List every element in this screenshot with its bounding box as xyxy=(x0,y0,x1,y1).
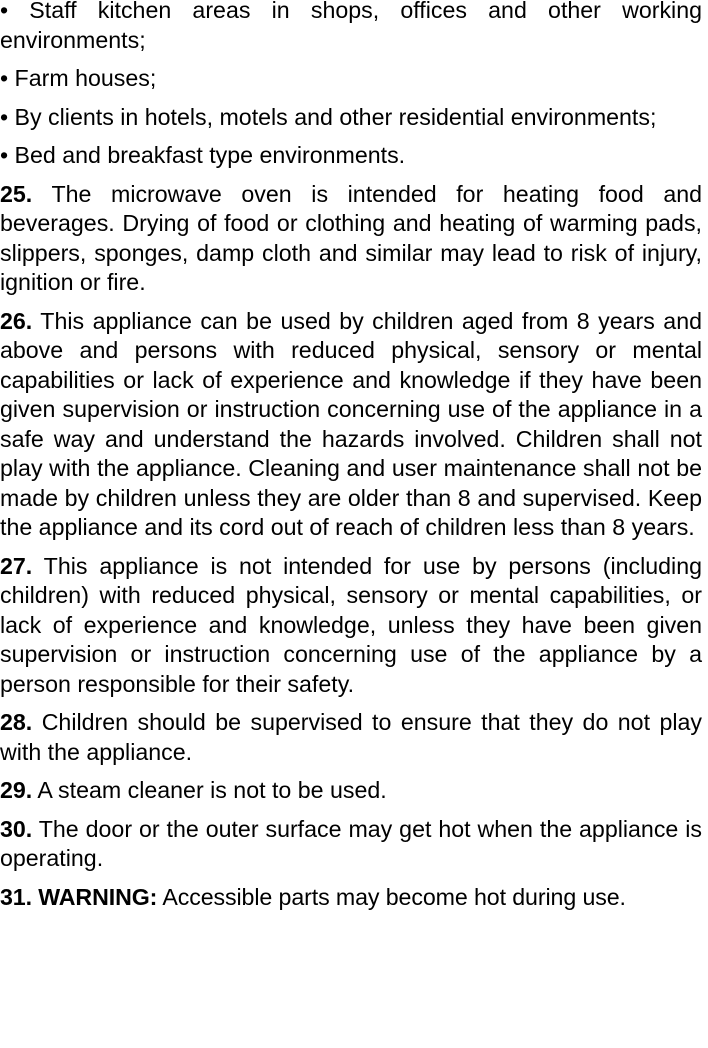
item-30 xyxy=(0,815,702,874)
bullet-hotels-motels: • By clients in hotels, motels and other residential environments; xyxy=(0,103,657,130)
item-27 xyxy=(0,552,702,700)
item-25-text: The microwave oven is intended for heating food and beverages. Drying of food or clothing and heating of warming pads, slippers, sponges, damp cloth and similar may lead to risk of injury, ignition or fire. xyxy=(0,180,703,295)
item-28 xyxy=(0,708,702,767)
item-25 xyxy=(0,180,702,298)
item-26-text: This appliance can be used by children aged from 8 years and above and persons with reduced physical, sensory or mental capabilities or lack of experience and knowledge if they have been given supervision or instruction concerning use of the appliance in a safe way and understand the hazards involved. Children shall not play with the appliance. Cleaning and user maintenance shall not be made by children unless they are older than 8 and supervised. Keep the appliance and its cord out of reach of children less than 8 years. xyxy=(0,307,702,540)
item-29 xyxy=(0,776,702,806)
item-26-number: 26. xyxy=(0,307,33,334)
item-27-number: 27. xyxy=(0,552,33,579)
bullet-bed-breakfast: • Bed and breakfast type environments. xyxy=(0,142,406,168)
item-29-number: 29. xyxy=(0,777,33,803)
item-25-number: 25. xyxy=(0,180,33,207)
item-30-text: The door or the outer surface may get hot when the appliance is operating. xyxy=(0,815,702,871)
bullet-farm-houses: • Farm houses; xyxy=(0,65,157,91)
item-29-text: A steam cleaner is not to be used. xyxy=(37,777,387,803)
bullet-staff-kitchen: • Staff kitchen areas in shops, offices and other working environments; xyxy=(0,0,702,53)
item-28-number: 28. xyxy=(0,709,33,735)
item-31-text: Accessible parts may become hot during use. xyxy=(162,883,626,910)
item-28-text: Children should be supervised to ensure that they do not play with the appliance. xyxy=(0,709,702,765)
item-31-warning-label: WARNING: xyxy=(38,883,158,910)
item-26 xyxy=(0,307,702,543)
item-27-text: This appliance is not intended for use by persons (including children) with reduced physical, sensory or mental capabilities, or lack of experience and knowledge, unless they have been given supervision or instruction concerning use of the appliance by a person responsible for their safety. xyxy=(0,552,702,697)
item-31 xyxy=(0,883,702,913)
item-30-number: 30. xyxy=(0,815,33,842)
item-31-number: 31. xyxy=(0,883,32,910)
